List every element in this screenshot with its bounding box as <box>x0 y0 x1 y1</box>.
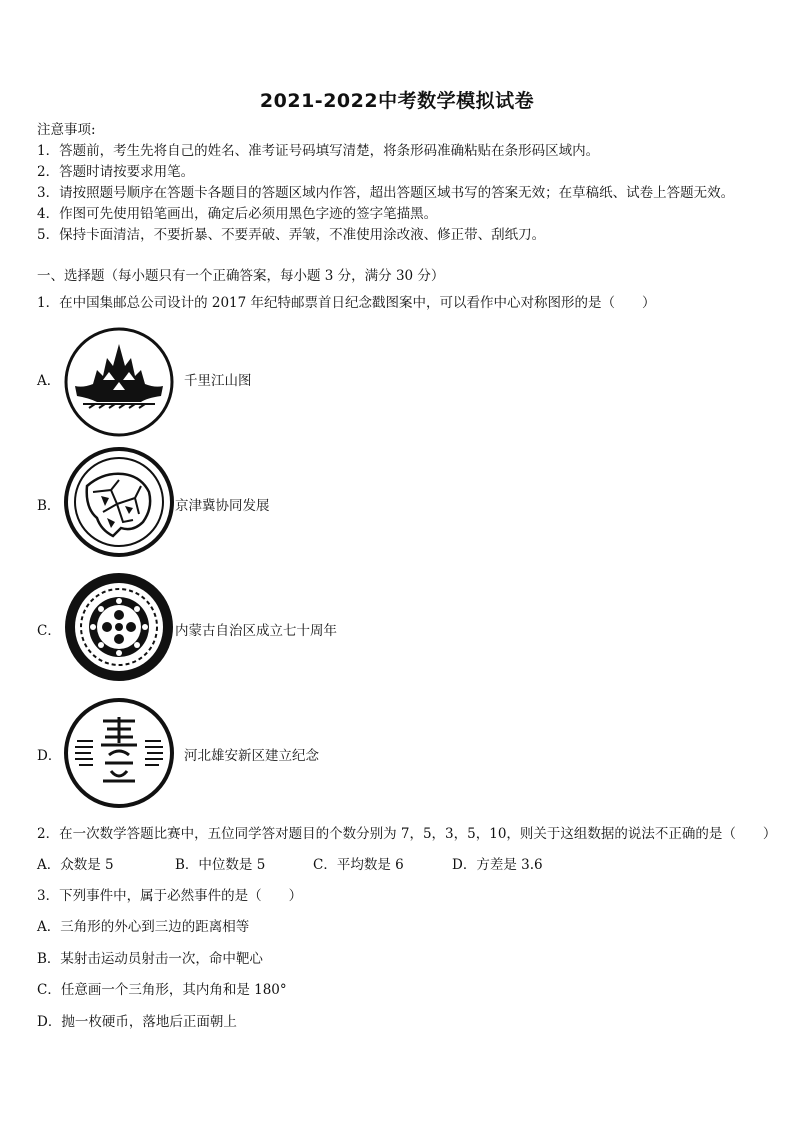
question-1-stem: 1．在中国集邮总公司设计的 2017 年纪特邮票首日纪念戳图案中，可以看作中心对称图形的是（ ） <box>37 295 656 311</box>
option-letter: D． <box>37 748 62 764</box>
notice-item: 3．请按照题号顺序在答题卡各题目的答题区域内作答，超出答题区域书写的答案无效；在草稿纸、试卷上答题无效。 <box>37 185 735 201</box>
question-2-stem: 2．在一次数学答题比赛中，五位同学答对题目的个数分别为 7，5，3，5，10，则关于这组数据的说法不正确的是（ ） <box>37 826 777 842</box>
section-heading: 一、选择题（每小题只有一个正确答案，每小题 3 分，满分 30 分） <box>37 268 445 284</box>
stamp-mountains-icon <box>63 326 175 438</box>
notice-item: 1．答题前，考生先将自己的姓名、准考证号码填写清楚，将条形码准确粘贴在条形码区域内。 <box>37 143 600 159</box>
question-3-option: A．三角形的外心到三边的距离相等 <box>37 919 250 935</box>
option-letter: C． <box>37 623 61 639</box>
option-letter: A． <box>37 373 61 389</box>
question-2-option: D．方差是 3.6 <box>452 857 543 873</box>
option-label: 河北雄安新区建立纪念 <box>184 748 319 764</box>
question-3-option: C．任意画一个三角形，其内角和是 180° <box>37 982 287 998</box>
page-title: 2021-2022中考数学模拟试卷 <box>259 90 535 112</box>
notice-item: 4．作图可先使用铅笔画出，确定后必须用黑色字迹的签字笔描黑。 <box>37 206 438 222</box>
stamp-map-icon <box>63 446 175 558</box>
question-2-option: B．中位数是 5 <box>175 857 266 873</box>
notice-item: 2．答题时请按要求用笔。 <box>37 164 195 180</box>
option-label: 内蒙古自治区成立七十周年 <box>175 623 337 639</box>
option-letter: B． <box>37 498 61 514</box>
option-label: 京津冀协同发展 <box>175 498 270 514</box>
question-2-option: A．众数是 5 <box>37 857 114 873</box>
stamp-flower-icon <box>63 571 175 683</box>
question-2-option: C．平均数是 6 <box>313 857 404 873</box>
stamp-character-icon <box>63 697 175 809</box>
notice-item: 5．保持卡面清洁，不要折暴、不要弄破、弄皱，不准使用涂改液、修正带、刮纸刀。 <box>37 227 546 243</box>
option-label: 千里江山图 <box>184 373 252 389</box>
question-3-stem: 3．下列事件中，属于必然事件的是（ ） <box>37 888 303 904</box>
question-3-option: D．抛一枚硬币，落地后正面朝上 <box>37 1014 237 1030</box>
notice-heading: 注意事项: <box>37 122 96 138</box>
question-3-option: B．某射击运动员射击一次，命中靶心 <box>37 951 263 967</box>
